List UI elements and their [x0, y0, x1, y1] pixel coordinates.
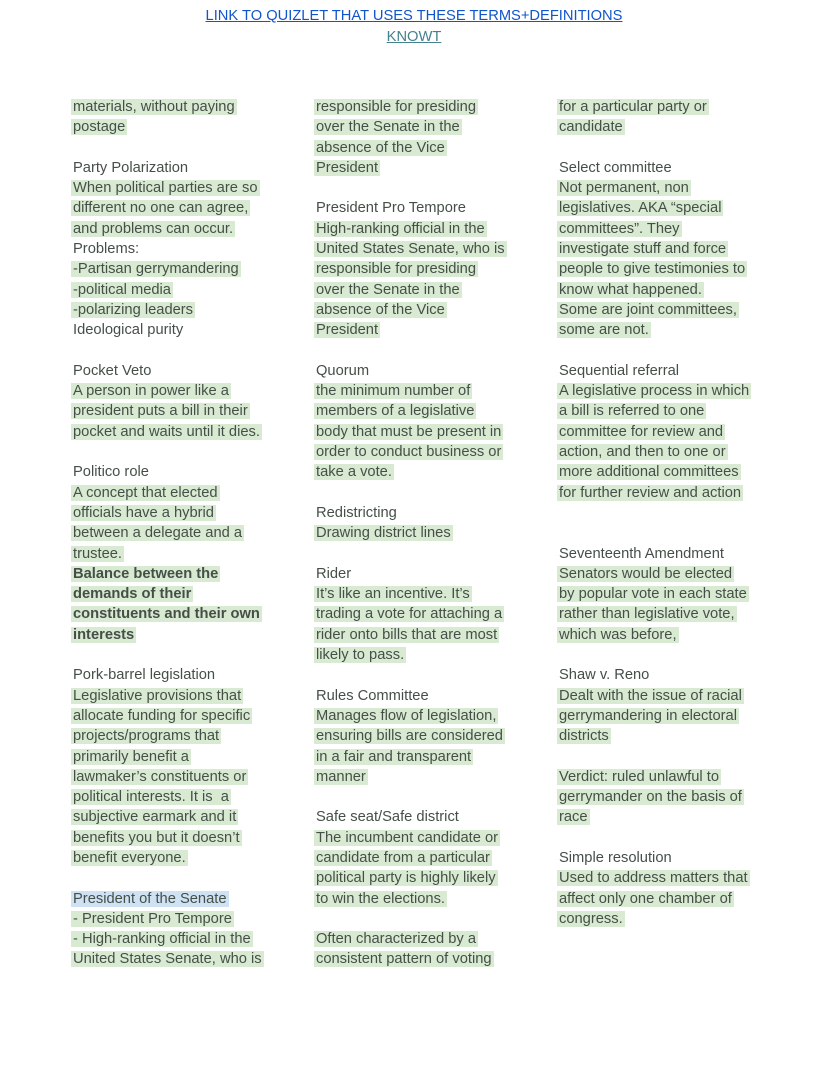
text-run: candidate from a particular: [316, 849, 490, 866]
term-line: [73, 361, 296, 381]
document-header: [0, 6, 828, 47]
definition-line: [316, 462, 539, 482]
definition-line: [316, 726, 539, 746]
definition-line-bold: [73, 625, 296, 645]
definition-line: [559, 868, 782, 888]
text-run: political interests. It is a: [73, 789, 229, 806]
text-run: officials have a hybrid: [73, 504, 214, 521]
text-run: different no one can agree,: [73, 200, 249, 217]
definition-line: [559, 239, 782, 259]
definition-line: [559, 381, 782, 401]
definition-line: [559, 889, 782, 909]
definition-line: [559, 97, 782, 117]
text-run: candidate: [559, 119, 623, 136]
definition-line: [559, 320, 782, 340]
definition-line: [73, 706, 296, 726]
definition-line: [316, 604, 539, 624]
term-line: [316, 361, 539, 381]
definition-line: [73, 422, 296, 442]
definition-line: [73, 259, 296, 279]
definition-line: [559, 259, 782, 279]
text-run: Seventeenth Amendment: [559, 545, 724, 562]
term-line: [316, 564, 539, 584]
blank-line: [73, 868, 296, 888]
definition-line: [73, 807, 296, 827]
text-run: materials, without paying: [73, 99, 235, 115]
term-line: [559, 361, 782, 381]
text-run: primarily benefit a: [73, 748, 189, 765]
text-run: people to give testimonies to: [559, 261, 746, 278]
definition-line: [73, 300, 296, 320]
text-run: It’s like an incentive. It’s: [316, 586, 470, 603]
definition-line: [316, 949, 539, 969]
definition-line: [559, 767, 782, 787]
knowt-link-line: [0, 27, 828, 48]
text-run: pocket and waits until it dies.: [73, 423, 260, 440]
text-run: interests: [73, 626, 135, 643]
definition-line: [73, 381, 296, 401]
definition-line: [316, 889, 539, 909]
definition-line: [559, 483, 782, 503]
text-run: responsible for presiding: [316, 261, 477, 278]
definition-line: [316, 625, 539, 645]
blank-line: [73, 645, 296, 665]
definition-line: [559, 625, 782, 645]
text-run: Rider: [316, 565, 352, 582]
quizlet-link-line: [0, 6, 828, 27]
text-run: The incumbent candidate or: [316, 829, 499, 846]
text-run: and problems can occur.: [73, 220, 234, 237]
blank-line: [316, 909, 539, 929]
blank-line: [559, 523, 782, 543]
definition-line: [316, 523, 539, 543]
text-run: political party is highly likely: [316, 870, 496, 887]
text-run: Safe seat/Safe district: [316, 809, 459, 826]
text-run: rather than legislative vote,: [559, 606, 735, 623]
definition-line: [559, 422, 782, 442]
text-run: lawmaker’s constituents or: [73, 768, 247, 785]
definition-line: [559, 726, 782, 746]
text-run: Redistricting: [316, 504, 397, 521]
definition-line: [73, 117, 296, 137]
text-run: A person in power like a: [73, 383, 229, 400]
text-run: to win the elections.: [316, 890, 445, 907]
blank-line: [559, 645, 782, 665]
term-line: [559, 848, 782, 868]
blank-line: [73, 442, 296, 462]
text-run: Ideological purity: [73, 322, 184, 339]
definition-line: [316, 422, 539, 442]
quizlet-link[interactable]: LINK TO QUIZLET THAT USES THESE TERMS+DEFINITIONS: [205, 8, 623, 24]
definition-line: [316, 442, 539, 462]
text-run: gerrymander on the basis of: [559, 789, 742, 806]
definition-line: [316, 219, 539, 239]
definition-line: [73, 726, 296, 746]
blank-line: [559, 138, 782, 158]
blank-line: [316, 483, 539, 503]
definition-line-bold: [73, 604, 296, 624]
blank-line: [73, 138, 296, 158]
definition-line: [559, 787, 782, 807]
definition-line: [73, 280, 296, 300]
text-run: Pocket Veto: [73, 362, 152, 379]
text-run: likely to pass.: [316, 647, 405, 664]
definition-line: [73, 828, 296, 848]
blank-line: [316, 787, 539, 807]
term-line: [316, 198, 539, 218]
text-run: president puts a bill in their: [73, 403, 248, 420]
definition-line: [316, 929, 539, 949]
definition-line: [73, 503, 296, 523]
text-run: subjective earmark and it: [73, 809, 237, 826]
text-run: by popular vote in each state: [559, 586, 747, 603]
definition-line: [559, 462, 782, 482]
text-run: President: [316, 322, 379, 339]
term-line: [559, 158, 782, 178]
definition-line: [73, 198, 296, 218]
text-run: trading a vote for attaching a: [316, 606, 503, 623]
text-run: President of the Senate: [73, 890, 227, 907]
definition-line: [559, 117, 782, 137]
definition-line: [559, 706, 782, 726]
definition-line: [316, 158, 539, 178]
text-run: Quorum: [316, 362, 370, 379]
text-run: order to conduct business or: [316, 444, 502, 461]
text-run: constituents and their own: [73, 606, 260, 623]
text-run: -Partisan gerrymandering: [73, 261, 239, 278]
blank-line: [559, 341, 782, 361]
term-line: [73, 158, 296, 178]
text-run: Verdict: ruled unlawful to: [559, 768, 720, 785]
definition-line: [559, 604, 782, 624]
definition-line: [559, 300, 782, 320]
column-2: [316, 97, 539, 970]
text-run: projects/programs that: [73, 728, 220, 745]
text-run: -polarizing leaders: [73, 301, 194, 318]
term-line: [73, 239, 296, 259]
definition-line: [316, 138, 539, 158]
definition-line: [316, 767, 539, 787]
text-run: benefits you but it doesn’t: [73, 829, 240, 846]
blank-line: [559, 503, 782, 523]
text-run: committees”. They: [559, 220, 680, 237]
text-run: manner: [316, 768, 366, 785]
term-line-blue-highlight: [73, 889, 296, 909]
definition-line: [559, 280, 782, 300]
definition-line: [316, 259, 539, 279]
definition-line: [73, 401, 296, 421]
text-run: committee for review and: [559, 423, 724, 440]
text-run: Select committee: [559, 159, 672, 176]
definition-line: [316, 280, 539, 300]
definition-line: [73, 949, 296, 969]
definition-line: [316, 381, 539, 401]
text-run: the minimum number of: [316, 383, 471, 400]
text-run: A legislative process in which: [559, 383, 750, 400]
blank-line: [559, 828, 782, 848]
text-run: members of a legislative: [316, 403, 475, 420]
definition-line: [73, 219, 296, 239]
text-run: for a particular party or: [559, 99, 707, 115]
text-run: ensuring bills are considered: [316, 728, 503, 745]
text-run: - High-ranking official in the: [73, 931, 251, 948]
text-run: for further review and action: [559, 484, 742, 501]
text-run: Pork-barrel legislation: [73, 667, 216, 684]
text-run: Rules Committee: [316, 687, 429, 704]
definition-line: [316, 239, 539, 259]
definition-line: [559, 807, 782, 827]
definition-line: [316, 320, 539, 340]
text-run: - President Pro Tempore: [73, 910, 232, 927]
definition-line: [316, 645, 539, 665]
text-run: affect only one chamber of: [559, 890, 732, 907]
column-1: [73, 97, 296, 970]
definition-line: [559, 584, 782, 604]
text-run: postage: [73, 119, 126, 136]
definition-line: [559, 198, 782, 218]
text-run: demands of their: [73, 586, 192, 603]
definition-line-bold: [73, 564, 296, 584]
text-run: in a fair and transparent: [316, 748, 472, 765]
text-run: Not permanent, non: [559, 180, 689, 197]
text-run: absence of the Vice: [316, 139, 445, 156]
text-run: absence of the Vice: [316, 301, 445, 318]
blank-line: [73, 341, 296, 361]
definition-line: [316, 747, 539, 767]
definition-line: [316, 828, 539, 848]
text-run: action, and then to one or: [559, 444, 726, 461]
definition-line: [73, 767, 296, 787]
text-run: congress.: [559, 910, 623, 927]
text-run: Party Polarization: [73, 159, 189, 176]
definition-line: [316, 97, 539, 117]
text-run: race: [559, 809, 588, 826]
text-run: Some are joint committees,: [559, 301, 737, 318]
term-line: [73, 320, 296, 340]
text-run: Often characterized by a: [316, 931, 477, 948]
definition-line: [73, 483, 296, 503]
definition-line: [559, 442, 782, 462]
text-run: trustee.: [73, 545, 122, 562]
text-run: which was before,: [559, 626, 677, 643]
text-run: Used to address matters that: [559, 870, 748, 887]
text-run: Sequential referral: [559, 362, 680, 379]
definition-line: [316, 117, 539, 137]
text-run: rider onto bills that are most: [316, 626, 498, 643]
definition-line-bold: [73, 584, 296, 604]
term-line: [559, 665, 782, 685]
text-run: more additional committees: [559, 464, 739, 481]
text-run: Drawing district lines: [316, 525, 451, 542]
blank-line: [316, 178, 539, 198]
text-run: a bill is referred to one: [559, 403, 705, 420]
text-run: President Pro Tempore: [316, 200, 466, 217]
definition-line: [316, 848, 539, 868]
text-run: -political media: [73, 281, 171, 298]
text-run: districts: [559, 728, 609, 745]
definition-line: [316, 868, 539, 888]
term-line: [73, 665, 296, 685]
text-run: take a vote.: [316, 464, 392, 481]
definition-line: [316, 706, 539, 726]
column-3: [559, 97, 782, 970]
definition-line: [316, 584, 539, 604]
definition-line: [73, 787, 296, 807]
definition-line: [559, 219, 782, 239]
definition-line: [73, 909, 296, 929]
text-run: Simple resolution: [559, 849, 672, 866]
blank-line: [316, 665, 539, 685]
definition-line: [559, 401, 782, 421]
text-run: responsible for presiding: [316, 99, 477, 115]
term-line: [73, 462, 296, 482]
term-line: [559, 544, 782, 564]
definition-line: [559, 686, 782, 706]
definition-line: [73, 747, 296, 767]
term-line: [316, 807, 539, 827]
definition-line: [73, 178, 296, 198]
text-run: Politico role: [73, 464, 149, 481]
definition-line: [316, 300, 539, 320]
text-run: Shaw v. Reno: [559, 667, 650, 684]
definition-line: [559, 178, 782, 198]
text-run: Balance between the: [73, 565, 219, 582]
text-run: legislatives. AKA “special: [559, 200, 722, 217]
text-run: between a delegate and a: [73, 525, 243, 542]
text-run: over the Senate in the: [316, 119, 460, 136]
definition-line: [73, 544, 296, 564]
definition-line: [559, 909, 782, 929]
text-run: Senators would be elected: [559, 565, 733, 582]
term-line: [316, 503, 539, 523]
blank-line: [559, 747, 782, 767]
text-run: Manages flow of legislation,: [316, 707, 497, 724]
text-run: investigate stuff and force: [559, 241, 727, 258]
text-run: United States Senate, who is: [73, 951, 262, 968]
columns-container: [73, 97, 782, 970]
text-run: gerrymandering in electoral: [559, 707, 737, 724]
text-run: body that must be present in: [316, 423, 502, 440]
text-run: High-ranking official in the: [316, 220, 485, 237]
definition-line: [73, 686, 296, 706]
text-run: When political parties are so: [73, 180, 258, 197]
text-run: some are not.: [559, 322, 649, 339]
blank-line: [316, 341, 539, 361]
knowt-link[interactable]: KNOWT: [386, 28, 442, 45]
definition-line: [73, 929, 296, 949]
text-run: over the Senate in the: [316, 281, 460, 298]
text-run: allocate funding for specific: [73, 707, 251, 724]
text-run: Problems:: [73, 241, 140, 258]
definition-line: [559, 564, 782, 584]
definition-line: [73, 848, 296, 868]
text-run: know what happened.: [559, 281, 702, 298]
term-line: [316, 686, 539, 706]
text-run: President: [316, 159, 379, 176]
blank-line: [316, 544, 539, 564]
text-run: A concept that elected: [73, 484, 218, 501]
text-run: Legislative provisions that: [73, 687, 242, 704]
text-run: Dealt with the issue of racial: [559, 687, 742, 704]
text-run: benefit everyone.: [73, 849, 186, 866]
text-run: consistent pattern of voting: [316, 951, 492, 968]
definition-line: [73, 523, 296, 543]
definition-line: [316, 401, 539, 421]
text-run: United States Senate, who is: [316, 241, 505, 258]
definition-line: [73, 97, 296, 117]
